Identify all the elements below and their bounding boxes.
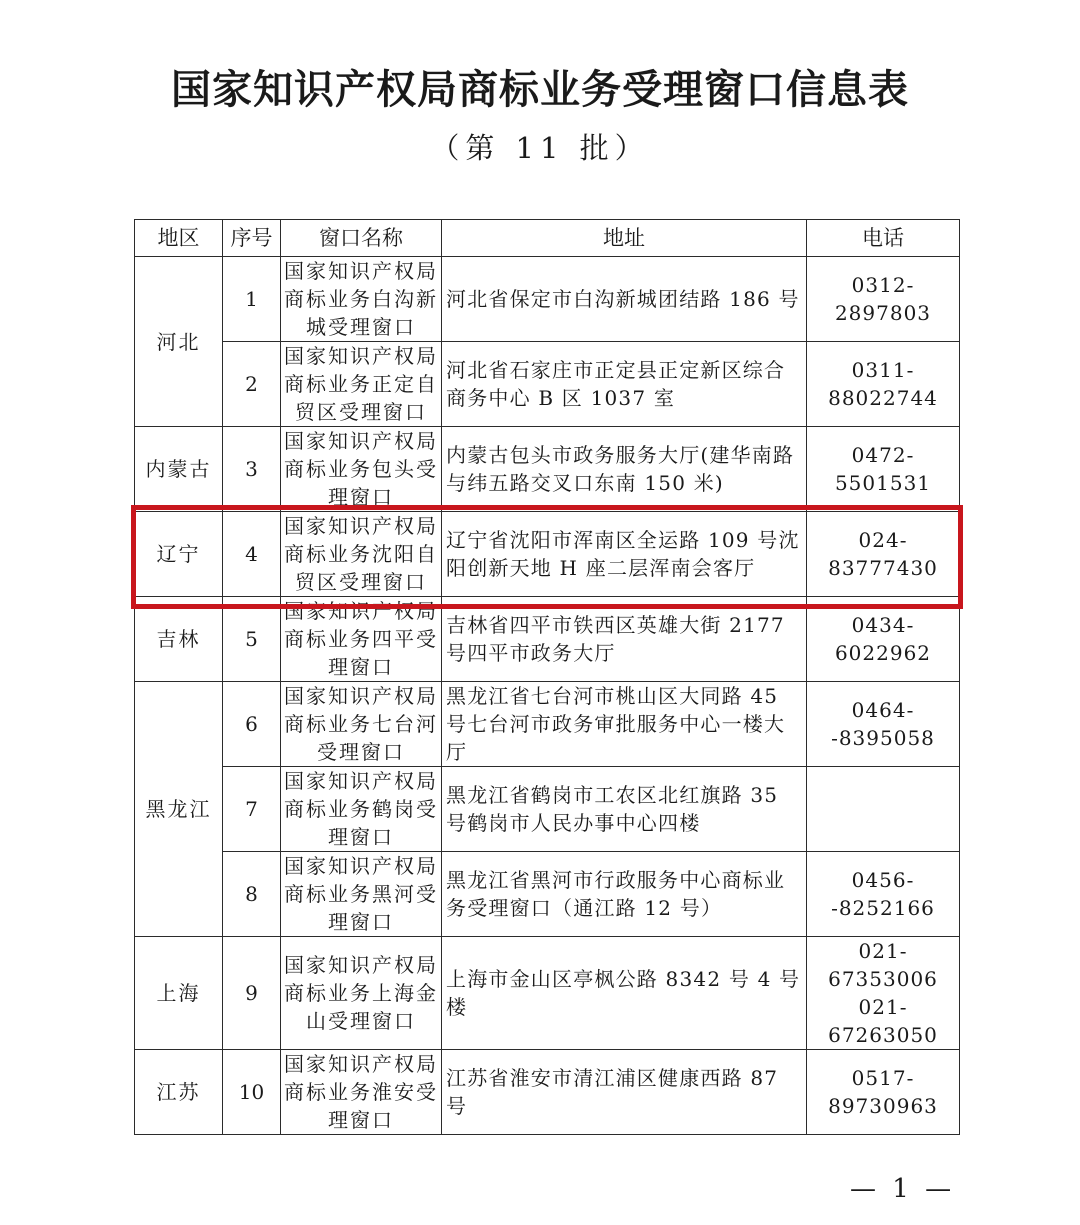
window-name-cell: 国家知识产权局商标业务七台河受理窗口 [281,682,442,767]
number-cell: 4 [223,512,281,597]
header-region: 地区 [135,220,223,257]
phone-cell [807,767,960,852]
table-row [135,597,960,682]
phone-number: 0434-6022962 [834,613,932,665]
phone-number: 021-67353006 [828,939,938,991]
address-cell: 黑龙江省黑河市行政服务中心商标业务受理窗口（通江路 12 号） [442,852,807,937]
number-cell: 9 [223,937,281,1050]
number-cell: 1 [223,257,281,342]
region-cell: 黑龙江 [135,682,223,937]
phone-cell [807,342,960,427]
table-row [135,682,960,767]
phone-number: 0312-2897803 [834,273,932,325]
header-address: 地址 [442,220,807,257]
phone-cell [807,257,960,342]
region-cell: 上海 [135,937,223,1050]
region-cell: 内蒙古 [135,427,223,512]
phone-cell [807,427,960,512]
window-name-cell: 国家知识产权局商标业务鹤岗受理窗口 [281,767,442,852]
number-cell: 6 [223,682,281,767]
address-cell: 吉林省四平市铁西区英雄大街 2177 号四平市政务大厅 [442,597,807,682]
phone-number: 0456--8252166 [831,868,935,920]
region-cell: 吉林 [135,597,223,682]
window-name-cell: 国家知识产权局商标业务四平受理窗口 [281,597,442,682]
phone-number: 0472-5501531 [834,443,932,495]
address-cell: 江苏省淮安市清江浦区健康西路 87 号 [442,1050,807,1135]
region-cell: 河北 [135,257,223,427]
phone-cell [807,1050,960,1135]
table-row [135,257,960,342]
address-cell: 河北省石家庄市正定县正定新区综合商务中心 B 区 1037 室 [442,342,807,427]
table-row [135,1050,960,1135]
window-name-cell: 国家知识产权局商标业务沈阳自贸区受理窗口 [281,512,442,597]
window-name-cell: 国家知识产权局商标业务包头受理窗口 [281,427,442,512]
window-name-cell: 国家知识产权局商标业务正定自贸区受理窗口 [281,342,442,427]
table-row [135,767,960,852]
table-row [135,342,960,427]
window-name-cell: 国家知识产权局商标业务白沟新城受理窗口 [281,257,442,342]
window-name-cell: 国家知识产权局商标业务黑河受理窗口 [281,852,442,937]
page-title: 国家知识产权局商标业务受理窗口信息表 [171,67,909,113]
region-cell: 辽宁 [135,512,223,597]
phone-number: 024-83777430 [828,528,938,580]
header-phone: 电话 [807,220,960,257]
number-cell: 3 [223,427,281,512]
header-window-name: 窗口名称 [281,220,442,257]
region-cell: 江苏 [135,1050,223,1135]
phone-cell [807,597,960,682]
window-name-cell: 国家知识产权局商标业务上海金山受理窗口 [281,937,442,1050]
phone-number: 021-67263050 [828,995,938,1047]
batch-subtitle: （第 11 批） [430,131,650,165]
header-number: 序号 [223,220,281,257]
window-info-table [134,219,960,1135]
number-cell: 2 [223,342,281,427]
number-cell: 7 [223,767,281,852]
address-cell: 内蒙古包头市政务服务大厅(建华南路与纬五路交叉口东南 150 米) [442,427,807,512]
address-cell: 黑龙江省鹤岗市工农区北红旗路 35 号鹤岗市人民办事中心四楼 [442,767,807,852]
number-cell: 10 [223,1050,281,1135]
phone-cell [807,937,960,1050]
page-number: — 1 — [850,1174,956,1204]
phone-cell [807,682,960,767]
number-cell: 8 [223,852,281,937]
phone-number: 0464--8395058 [831,698,935,750]
phone-number: 0517-89730963 [828,1066,938,1118]
table-header-row [135,220,960,257]
address-cell: 河北省保定市白沟新城团结路 186 号 [442,257,807,342]
phone-cell [807,852,960,937]
phone-cell [807,512,960,597]
table-row [135,937,960,1050]
table-row [135,852,960,937]
address-cell: 辽宁省沈阳市浑南区全运路 109 号沈阳创新天地 H 座二层浑南会客厅 [442,512,807,597]
number-cell: 5 [223,597,281,682]
address-cell: 上海市金山区亭枫公路 8342 号 4 号楼 [442,937,807,1050]
phone-number: 0311-88022744 [828,358,938,410]
window-name-cell: 国家知识产权局商标业务淮安受理窗口 [281,1050,442,1135]
table-row [135,512,960,597]
address-cell: 黑龙江省七台河市桃山区大同路 45 号七台河市政务审批服务中心一楼大厅 [442,682,807,767]
table-row [135,427,960,512]
